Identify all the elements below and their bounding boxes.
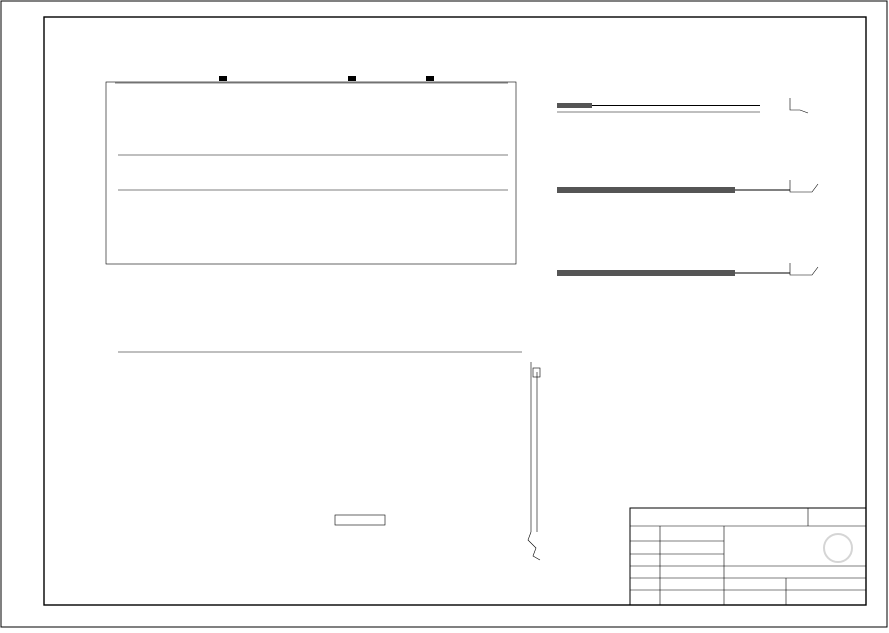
charge-bar <box>557 270 735 276</box>
relay-cap-icon <box>219 76 227 81</box>
collar-mark <box>790 98 808 113</box>
charge-structure-3 <box>557 263 818 276</box>
diagram1-frame <box>106 82 516 264</box>
detonator-icon <box>533 368 540 377</box>
diagram2-bottom-box <box>335 515 385 525</box>
collar-mark <box>790 263 818 275</box>
diagram2-lead-wire <box>528 532 540 560</box>
title-block <box>630 508 866 605</box>
watermark <box>824 534 852 562</box>
outer-border <box>1 1 887 627</box>
charge-bar <box>557 187 735 193</box>
relay-cap-icon <box>426 76 434 81</box>
charge-structure-1 <box>557 98 808 113</box>
title-block-frame <box>630 508 866 605</box>
diagram1 <box>106 76 516 264</box>
charge-bar <box>557 103 592 108</box>
watermark-logo-icon <box>824 534 852 562</box>
charge-structure-2 <box>557 180 818 193</box>
diagram2 <box>118 352 540 560</box>
relay-cap-icon <box>348 76 356 81</box>
collar-mark <box>790 180 818 192</box>
